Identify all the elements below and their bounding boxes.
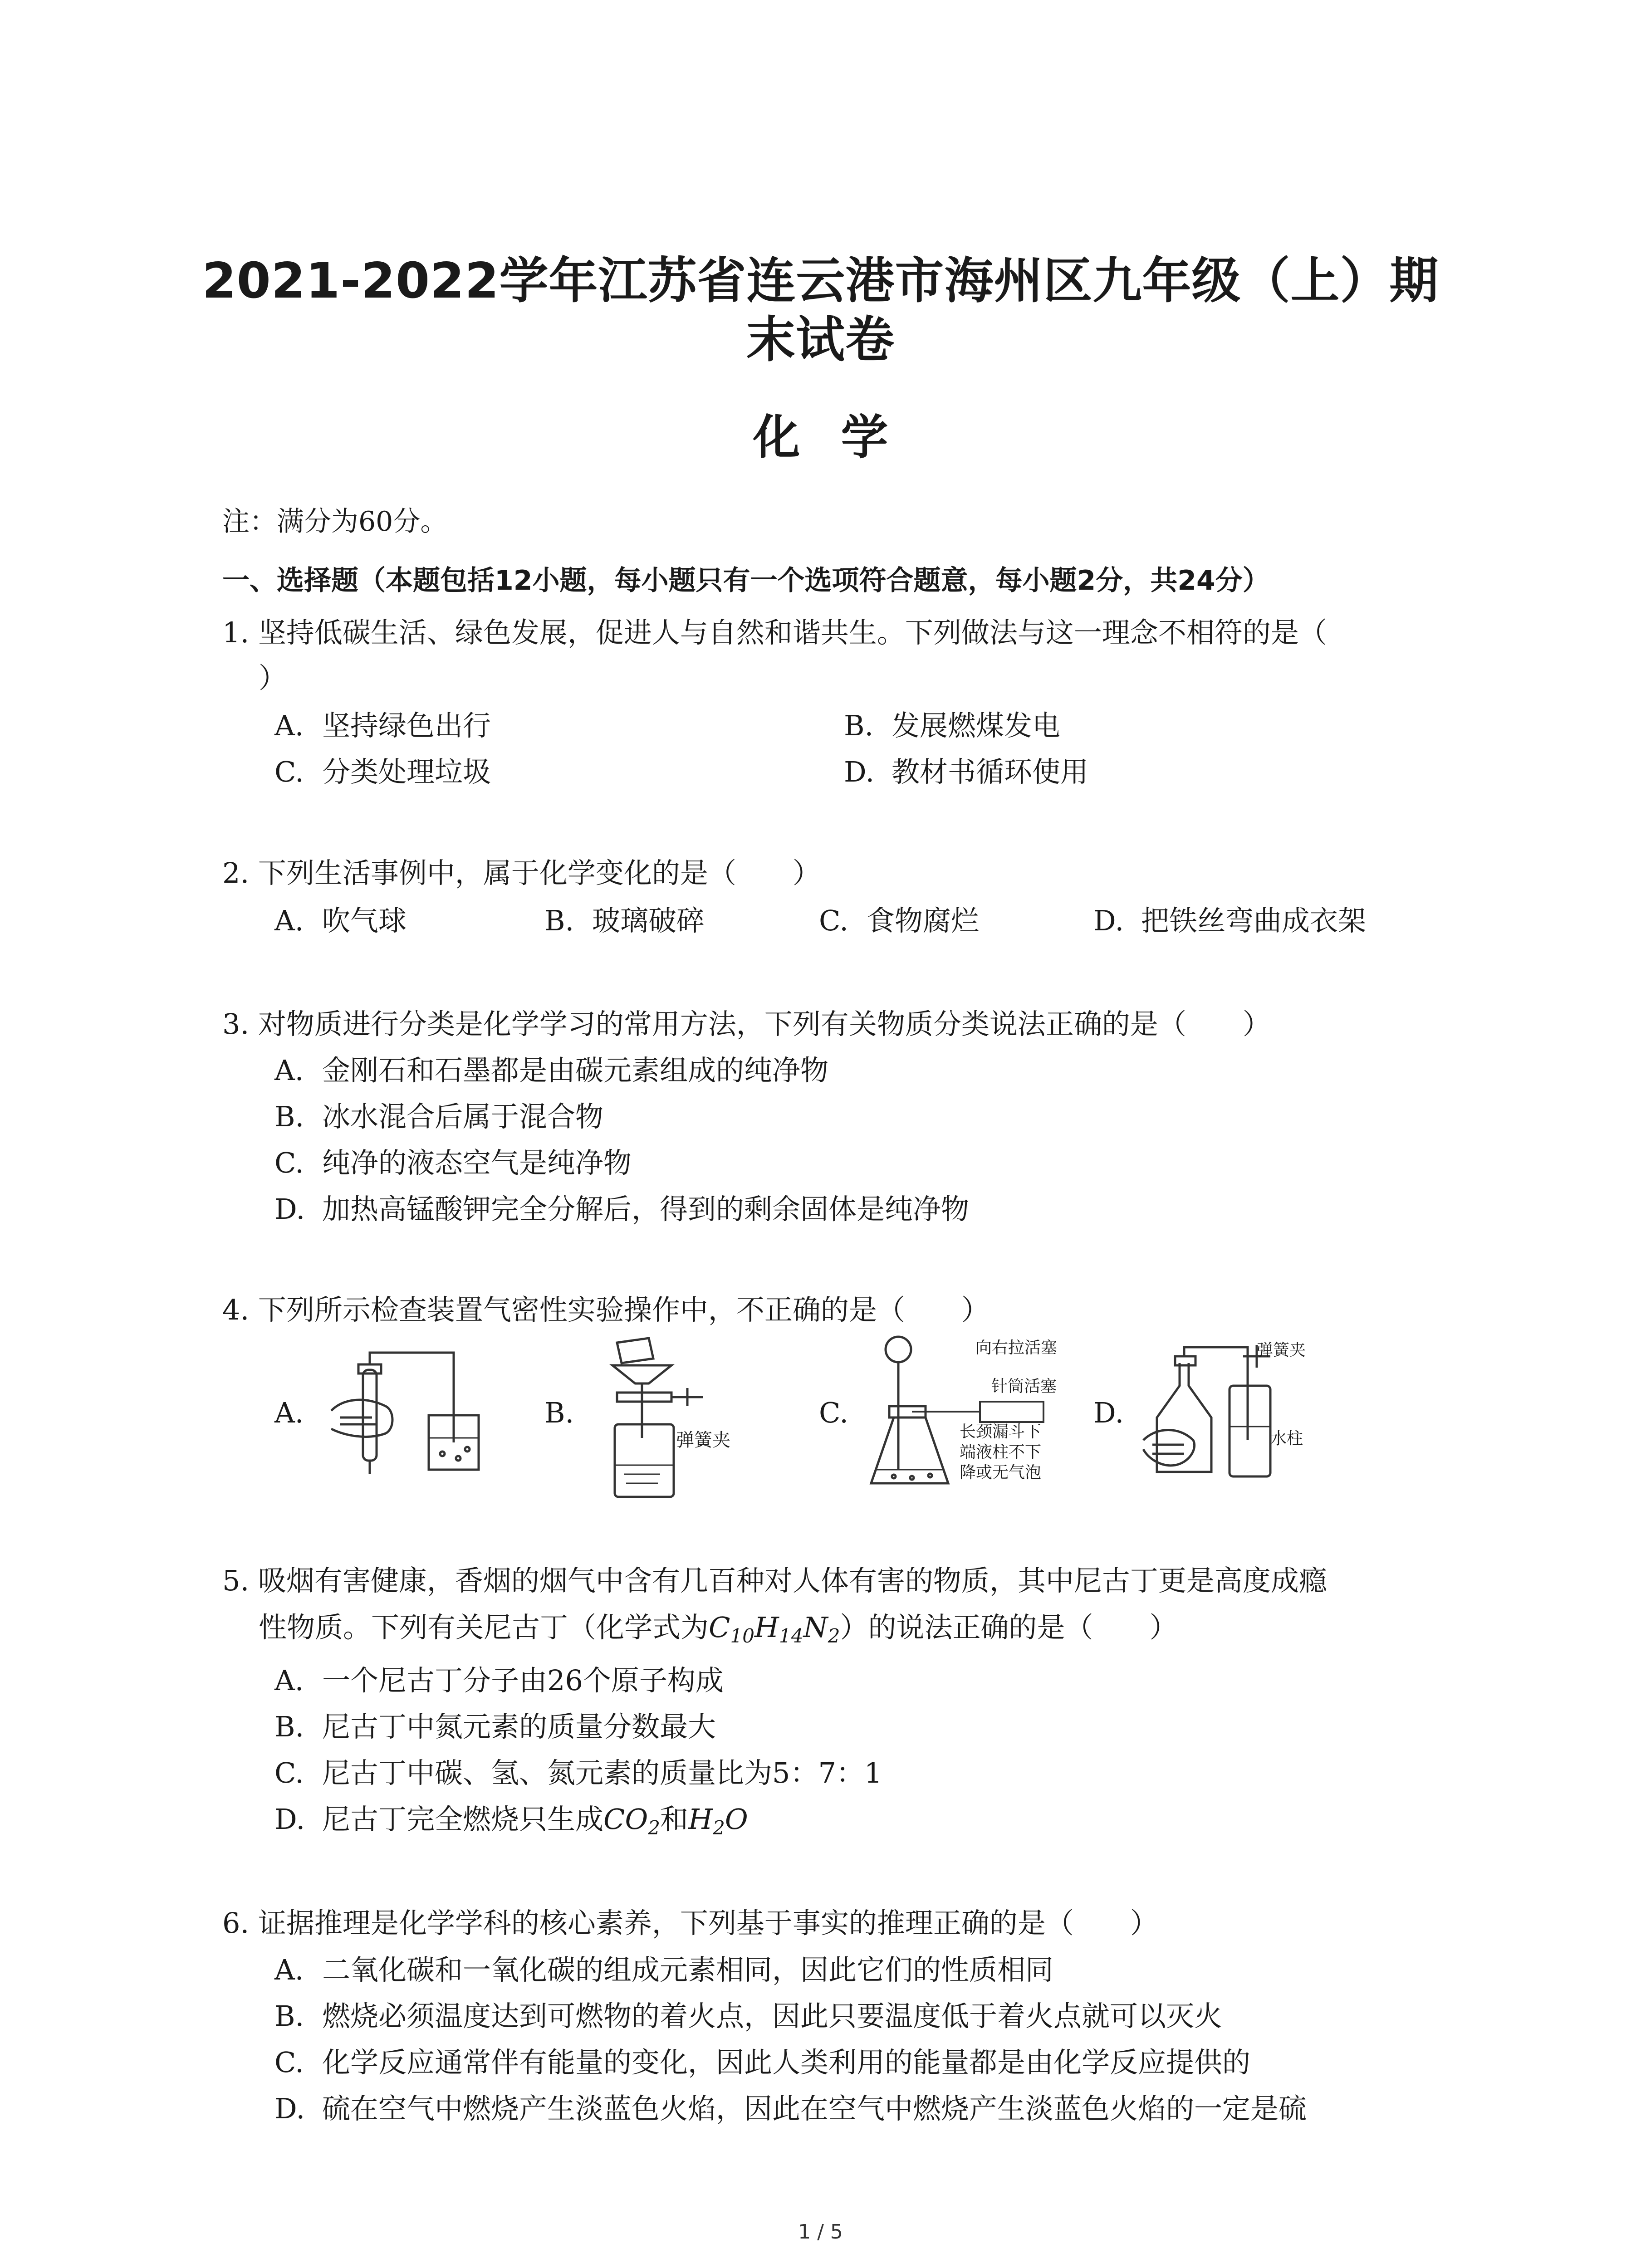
option-letter: B. (274, 1710, 304, 1743)
apparatus-d-label-water: 水柱 (1270, 1429, 1303, 1448)
question-2-stem: 2. 下列生活事例中，属于化学变化的是（ ） (222, 856, 821, 890)
option-letter: B. (544, 904, 574, 937)
question-3-option-d (274, 1191, 969, 1227)
question-1-option-a (274, 708, 491, 744)
apparatus-c-label-line2: 端液柱不下 (960, 1443, 1042, 1461)
option-letter: A. (274, 1054, 304, 1087)
question-2-option-d (1093, 903, 1366, 939)
section-heading: 一、选择题（本题包括12小题，每小题只有一个选项符合题意，每小题2分，共24分） (222, 565, 1270, 596)
question-5-stem-cont (259, 1609, 1177, 1654)
exam-subject: 化学 (753, 410, 929, 465)
question-4-option-a: A. (274, 1396, 304, 1429)
option-letter: B. (844, 709, 874, 742)
apparatus-d-label-clip: 弹簧夹 (1257, 1341, 1306, 1359)
question-1-stem-cont: ） (259, 661, 287, 694)
option-letter: A. (274, 1664, 304, 1697)
question-6-option-d (274, 2091, 1307, 2127)
formula-subscript: 2 (713, 1817, 725, 1839)
question-5-stem: 5. 吸烟有害健康，香烟的烟气中含有几百种对人体有害的物质，其中尼古丁更是高度成瘾 (222, 1564, 1327, 1597)
question-6-option-a (274, 1952, 1053, 1988)
question-4-option-b: B. (544, 1396, 574, 1429)
option-text: 一个尼古丁分子由26个原子构成 (322, 1664, 724, 1697)
option-letter: A. (274, 904, 304, 937)
option-letter: B. (274, 1999, 304, 2033)
option-text: 纯净的液态空气是纯净物 (322, 1146, 632, 1179)
option-letter: D. (274, 1193, 305, 1226)
question-4-stem: 4. 下列所示检查装置气密性实验操作中，不正确的是（ ） (222, 1293, 989, 1326)
question-3-stem: 3. 对物质进行分类是化学学习的常用方法，下列有关物质分类说法正确的是（ ） (222, 1007, 1271, 1041)
question-4-option-d: D. (1093, 1396, 1124, 1429)
option-text: 冰水混合后属于混合物 (322, 1100, 604, 1133)
apparatus-b-label: 弹簧夹 (676, 1430, 730, 1451)
option-letter: C. (274, 1146, 304, 1179)
page-number: 1 / 5 (798, 2220, 843, 2244)
formula-subscript: 2 (648, 1817, 661, 1839)
question-6-option-b (274, 1998, 1222, 2034)
question-1-option-d (844, 754, 1088, 790)
question-5-option-d (274, 1801, 748, 1846)
apparatus-c-label-line1: 长颈漏斗下 (960, 1422, 1042, 1441)
option-letter: D. (844, 755, 875, 788)
formula-subscript: 14 (779, 1625, 803, 1647)
option-letter: C. (274, 755, 304, 788)
formula-element: CO (603, 1803, 648, 1836)
stem-text: 性物质。下列有关尼古丁（化学式为 (259, 1611, 709, 1644)
option-text: 二氧化碳和一氧化碳的组成元素相同，因此它们的性质相同 (322, 1953, 1054, 1986)
formula-element: H (754, 1611, 779, 1644)
apparatus-c-label-line3: 降或无气泡 (960, 1463, 1042, 1482)
option-text: 燃烧必须温度达到可燃物的着火点，因此只要温度低于着火点就可以灭火 (322, 1999, 1223, 2033)
question-3-option-a (274, 1052, 828, 1089)
apparatus-c-label-piston: 针筒活塞 (991, 1377, 1057, 1396)
option-letter: B. (274, 1100, 304, 1133)
option-letter: D. (274, 2092, 305, 2125)
question-4-option-c: C. (819, 1396, 848, 1429)
option-text: 和 (660, 1803, 689, 1836)
co2-formula (603, 1803, 661, 1839)
score-note: 注：满分为60分。 (222, 506, 448, 538)
option-letter: A. (274, 709, 304, 742)
option-letter: D. (1093, 904, 1124, 937)
apparatus-b-figure (585, 1334, 785, 1501)
formula-element: H (688, 1803, 713, 1836)
exam-title-line2: 末试卷 (746, 312, 895, 368)
option-text: 尼古丁中氮元素的质量分数最大 (322, 1710, 716, 1743)
option-letter: D. (274, 1803, 305, 1836)
option-text: 食物腐烂 (867, 904, 980, 937)
option-letter: C. (819, 904, 848, 937)
question-6-stem: 6. 证据推理是化学学科的核心素养，下列基于事实的推理正确的是（ ） (222, 1906, 1158, 1940)
question-2-option-b (544, 903, 705, 939)
formula-element: O (725, 1803, 748, 1836)
option-letter: C. (274, 2046, 304, 2079)
option-text: 金刚石和石墨都是由碳元素组成的纯净物 (322, 1054, 829, 1087)
option-text: 坚持绿色出行 (322, 709, 491, 742)
option-text: 尼古丁完全燃烧只生成 (322, 1803, 604, 1836)
stem-text: ）的说法正确的是（ ） (840, 1611, 1178, 1644)
option-text: 吹气球 (322, 904, 407, 937)
option-text: 发展燃煤发电 (892, 709, 1061, 742)
formula-element: N (803, 1611, 828, 1644)
formula-element: C (709, 1611, 730, 1644)
question-1-option-b (844, 708, 1060, 744)
option-text: 硫在空气中燃烧产生淡蓝色火焰，因此在空气中燃烧产生淡蓝色火焰的一定是硫 (322, 2092, 1307, 2125)
question-1-option-c (274, 754, 491, 790)
question-5-option-a (274, 1662, 724, 1699)
formula-subscript: 10 (730, 1625, 754, 1647)
option-text: 加热高锰酸钾完全分解后，得到的剩余固体是纯净物 (322, 1193, 970, 1226)
exam-title-line1: 2021-2022学年江苏省连云港市海州区九年级（上）期 (202, 253, 1439, 309)
question-1-stem: 1. 坚持低碳生活、绿色发展，促进人与自然和谐共生。下列做法与这一理念不相符的是（ (222, 616, 1327, 649)
question-5-option-c (274, 1755, 882, 1791)
formula-subscript: 2 (828, 1625, 840, 1647)
question-3-option-b (274, 1099, 603, 1135)
option-letter: C. (274, 1756, 304, 1789)
option-text: 尼古丁中碳、氢、氮元素的质量比为5：7：1 (322, 1756, 882, 1789)
question-5-option-b (274, 1709, 716, 1745)
question-3-option-c (274, 1145, 632, 1181)
question-2-option-c (819, 903, 979, 939)
apparatus-c-label-pull: 向右拉活塞 (975, 1339, 1058, 1357)
option-text: 教材书循环使用 (892, 755, 1089, 788)
nicotine-formula (709, 1611, 840, 1647)
question-6-option-c (274, 2044, 1250, 2081)
option-letter: A. (274, 1953, 304, 1986)
h2o-formula (688, 1803, 748, 1839)
option-text: 分类处理垃圾 (322, 755, 491, 788)
question-2-option-a (274, 903, 407, 939)
option-text: 玻璃破碎 (592, 904, 705, 937)
option-text: 化学反应通常伴有能量的变化，因此人类利用的能量都是由化学反应提供的 (322, 2046, 1251, 2079)
option-text: 把铁丝弯曲成衣架 (1141, 904, 1367, 937)
